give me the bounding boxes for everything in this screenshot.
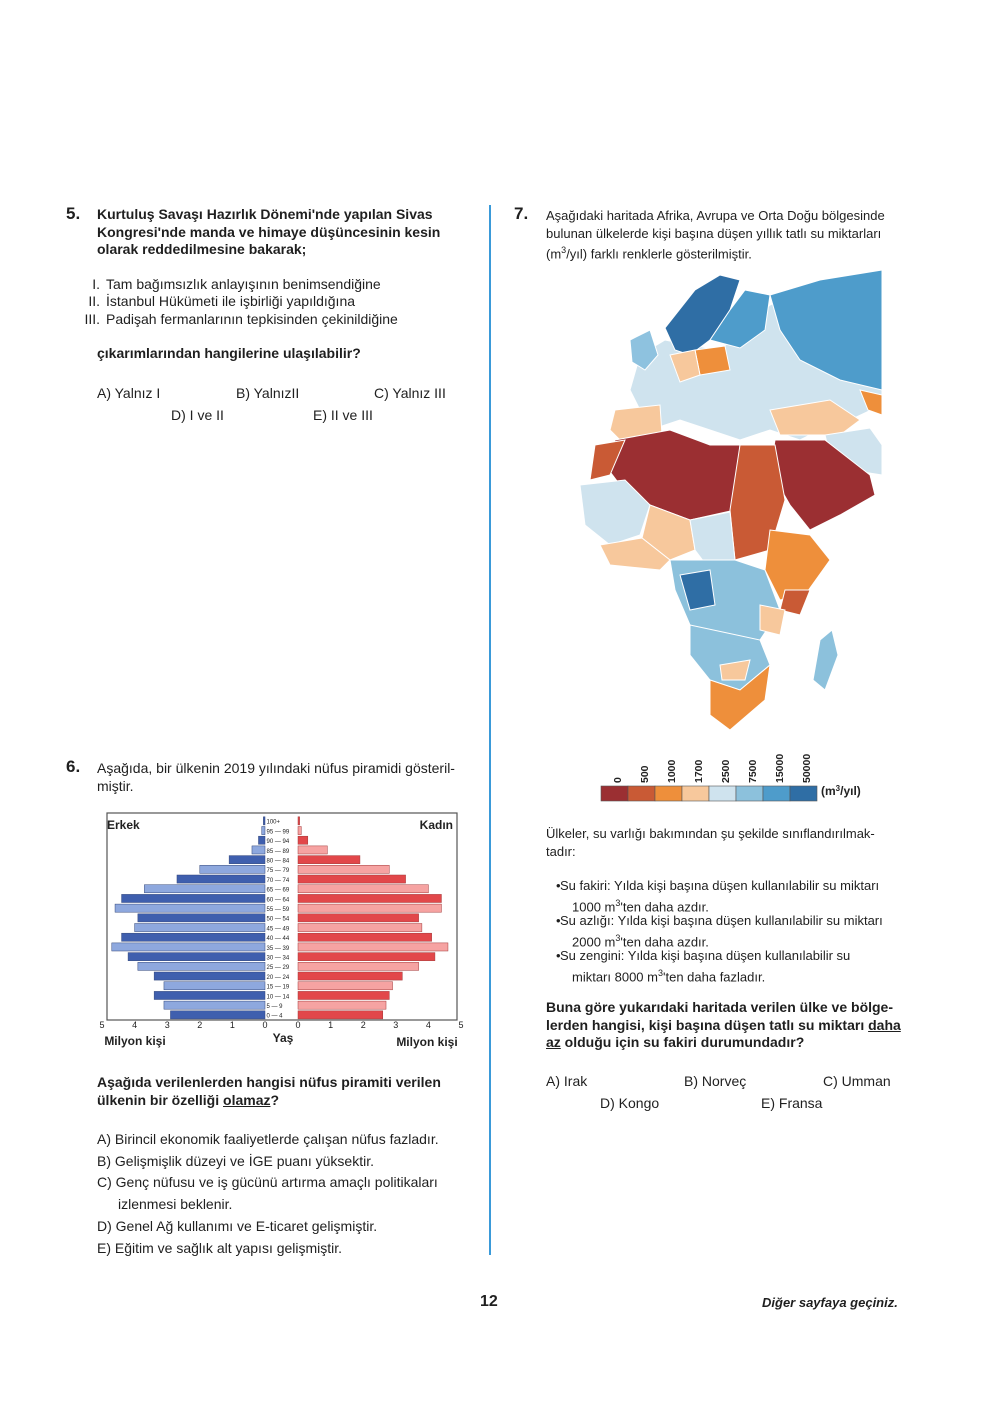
male-bar bbox=[170, 1011, 265, 1019]
female-bar bbox=[298, 933, 432, 941]
q6-stem bbox=[97, 760, 467, 795]
q5-option-c[interactable]: C) Yalnız III bbox=[374, 385, 446, 401]
axis-tick-label: 1 bbox=[229, 1020, 235, 1030]
q6-option-c[interactable]: C) Genç nüfusu ve iş gücünü artırma amaçlı politikaları bbox=[97, 1174, 438, 1190]
female-bar bbox=[298, 943, 448, 951]
axis-tick-label: 3 bbox=[164, 1020, 170, 1030]
legend-swatch bbox=[682, 786, 709, 801]
q7-number: 7. bbox=[514, 204, 529, 223]
male-bar bbox=[262, 827, 265, 835]
age-group-label: 75 — 79 bbox=[266, 868, 290, 875]
age-group-label: 5 — 9 bbox=[266, 1004, 283, 1010]
age-group-label: 65 — 69 bbox=[266, 887, 290, 894]
q6-stem-line: Aşağıda, bir ülkenin 2019 yılındaki nüfus piramidi gösteril- bbox=[97, 760, 455, 776]
q6-stem-line: miştir. bbox=[97, 777, 134, 794]
axis-tick-label: 5 bbox=[99, 1020, 105, 1030]
q7-option-e[interactable]: E) Fransa bbox=[761, 1095, 823, 1111]
region-poland bbox=[695, 346, 730, 375]
axis-tick-label: 1 bbox=[328, 1020, 334, 1030]
female-bar bbox=[298, 875, 406, 883]
female-bar bbox=[298, 972, 402, 980]
axis-tick-label: 2 bbox=[197, 1020, 203, 1030]
male-bar bbox=[263, 817, 265, 825]
water-legend bbox=[595, 742, 885, 810]
female-bar bbox=[298, 846, 327, 854]
legend-swatch bbox=[709, 786, 736, 801]
male-bar bbox=[200, 865, 265, 873]
age-group-label: 95 — 99 bbox=[266, 829, 290, 836]
male-bar bbox=[112, 943, 265, 951]
q6-question: Aşağıda verilenlerden hangisi nüfus piramiti verilen ülkenin bir özelliği olamaz? bbox=[97, 1074, 441, 1108]
legend-swatch bbox=[763, 786, 790, 801]
q7-underlined-word: az bbox=[546, 1034, 561, 1050]
male-bar bbox=[154, 972, 265, 980]
age-group-label: 15 — 19 bbox=[266, 984, 290, 991]
female-bar bbox=[298, 991, 389, 999]
q6-option-e[interactable]: E) Eğitim ve sağlık alt yapısı gelişmiştir. bbox=[97, 1240, 343, 1256]
q5-option-a[interactable]: A) Yalnız I bbox=[97, 385, 161, 401]
legend-label: 0 bbox=[612, 777, 624, 783]
age-group-label: 55 — 59 bbox=[266, 907, 290, 913]
male-bar bbox=[138, 914, 265, 922]
female-bar bbox=[298, 827, 301, 835]
legend-swatch bbox=[736, 786, 763, 801]
q6-option-d[interactable]: D) Genel Ağ kullanımı ve E-ticaret gelişmiştir. bbox=[97, 1218, 378, 1234]
column-divider bbox=[489, 205, 491, 1255]
q6-number: 6. bbox=[66, 757, 81, 776]
legend-label: 500 bbox=[639, 765, 651, 783]
q7-option-a[interactable]: A) Irak bbox=[546, 1073, 588, 1089]
legend-swatch bbox=[790, 786, 817, 801]
female-bar bbox=[298, 914, 419, 922]
unit-left-label: Milyon kişi bbox=[104, 1034, 166, 1048]
age-group-label: 30 — 34 bbox=[266, 955, 290, 962]
q5-stem-line: olarak reddedilmesine bakarak; bbox=[97, 241, 307, 257]
male-bar bbox=[115, 904, 265, 912]
female-bar bbox=[298, 817, 300, 825]
age-group-label: 80 — 84 bbox=[266, 858, 290, 865]
male-bar bbox=[252, 846, 265, 854]
male-bar bbox=[154, 991, 265, 999]
q7-option-b[interactable]: B) Norveç bbox=[684, 1073, 747, 1089]
female-bar bbox=[298, 924, 422, 932]
female-bar bbox=[298, 1011, 383, 1019]
female-bar bbox=[298, 865, 389, 873]
age-group-label: 40 — 44 bbox=[266, 936, 290, 943]
q6-option-c-cont[interactable]: izlenmesi beklenir. bbox=[118, 1196, 233, 1212]
male-bar bbox=[128, 953, 265, 961]
q5-option-b[interactable]: B) YalnızII bbox=[236, 385, 300, 401]
legend-label: 1000 bbox=[666, 759, 678, 783]
region-kenya bbox=[760, 605, 785, 635]
q6-option-a[interactable]: A) Birincil ekonomik faaliyetlerde çalışan nüfus fazladır. bbox=[97, 1131, 439, 1147]
axis-tick-label: 0 bbox=[262, 1020, 268, 1030]
q7-option-d[interactable]: D) Kongo bbox=[600, 1095, 660, 1111]
female-bar bbox=[298, 1001, 386, 1009]
axis-tick-label: 5 bbox=[458, 1020, 464, 1030]
q7-bullet-poor: • Su fakiri: Yılda kişi başına düşen kullanılabilir su miktarı 1000 $m^3'ten$ daha azdır. bbox=[560, 877, 915, 915]
q7-bullet-rich: • Su zengini: Yılda kişi başına düşen kullanılabilir su miktarı 8000 $m^3'ten$ daha fazladır. bbox=[560, 947, 915, 985]
age-group-label: 10 — 14 bbox=[266, 994, 290, 1001]
region-madagascar bbox=[813, 630, 838, 690]
q7-class-intro: Ülkeler, su varlığı bakımından şu şekilde sınıflandırılmak- tadır: bbox=[546, 826, 875, 859]
q5-stem-line: Kurtuluş Savaşı Hazırlık Dönemi'nde yapılan Sivas bbox=[97, 206, 433, 222]
q6-underlined-word: olamaz bbox=[223, 1091, 271, 1108]
unit-right-label: Milyon kişi bbox=[396, 1035, 458, 1049]
age-group-label: 35 — 39 bbox=[266, 945, 290, 952]
legend-swatch bbox=[601, 786, 628, 801]
page-number: 12 bbox=[480, 1293, 498, 1310]
male-bar bbox=[122, 894, 265, 902]
water-map bbox=[570, 270, 890, 740]
q5-statement-1: I. Tam bağımsızlık anlayışının benimsendiğine bbox=[92, 276, 381, 292]
age-group-label: 90 — 94 bbox=[266, 839, 290, 846]
female-bar bbox=[298, 894, 441, 902]
q5-stem bbox=[97, 206, 465, 259]
female-label: Kadın bbox=[419, 818, 453, 832]
q7-option-c[interactable]: C) Umman bbox=[823, 1073, 891, 1089]
q7-bullet-scarce: • Su azlığı: Yılda kişi başına düşen kullanılabilir su miktarı 2000 $m^3'ten$ daha azdır. bbox=[560, 912, 915, 950]
legend-label: 1700 bbox=[693, 759, 705, 783]
age-axis-label: Yaş bbox=[272, 1031, 294, 1045]
female-bar bbox=[298, 953, 435, 961]
male-label: Erkek bbox=[107, 818, 140, 832]
age-group-label: 45 — 49 bbox=[266, 926, 290, 933]
q5-number: 5. bbox=[66, 204, 81, 223]
male-bar bbox=[164, 982, 265, 990]
q5-statement-3: III. Padişah fermanlarının tepkisinden çekinildiğine bbox=[84, 311, 398, 327]
age-group-label: 85 — 89 bbox=[266, 848, 290, 855]
q7-stem: Aşağıdaki haritada Afrika, Avrupa ve Orta Doğu bölgesinde bulunan ülkelerde kişi başına düşen yıllık tatlı su miktarları $(m^3/yıl)$ farklı renklerle gösterilmiştir. bbox=[546, 208, 885, 262]
male-bar bbox=[177, 875, 265, 883]
q5-statement-2: II. İstanbul Hükümeti ile işbirliği yapıldığına bbox=[88, 293, 356, 309]
legend-label: 50000 bbox=[801, 753, 813, 783]
q7-underlined-word: daha bbox=[868, 1016, 901, 1033]
population-pyramid bbox=[95, 808, 470, 1053]
axis-tick-label: 2 bbox=[360, 1020, 366, 1030]
axis-tick-label: 4 bbox=[132, 1020, 138, 1030]
male-bar bbox=[258, 836, 265, 844]
q5-question: çıkarımlarından hangilerine ulaşılabilir? bbox=[97, 345, 361, 361]
age-group-label: 25 — 29 bbox=[266, 965, 290, 972]
female-bar bbox=[298, 856, 360, 864]
q5-option-e[interactable]: E) II ve III bbox=[313, 407, 373, 423]
axis-tick-label: 0 bbox=[295, 1020, 301, 1030]
legend-swatch bbox=[655, 786, 682, 801]
legend-label: 7500 bbox=[747, 759, 759, 783]
q6-option-b[interactable]: B) Gelişmişlik düzeyi ve İGE puanı yüksektir. bbox=[97, 1153, 374, 1169]
age-group-label: 70 — 74 bbox=[266, 877, 290, 884]
age-group-label: 20 — 24 bbox=[266, 974, 290, 981]
legend-unit: $(m^3/yıl)$ bbox=[821, 784, 861, 798]
age-group-label: 0 — 4 bbox=[266, 1013, 283, 1020]
female-bar bbox=[298, 962, 419, 970]
female-bar bbox=[298, 836, 308, 844]
age-group-label: 50 — 54 bbox=[266, 916, 290, 923]
next-page-note: Diğer sayfaya geçiniz. bbox=[762, 1295, 898, 1310]
legend-label: 2500 bbox=[720, 759, 732, 783]
male-bar bbox=[122, 933, 265, 941]
legend-label: 15000 bbox=[774, 753, 786, 783]
q7-question: Buna göre yukarıdaki haritada verilen ülke ve bölge- lerden hangisi, kişi başına düşen tatlı su miktarı daha az olduğu için su fakiri durumundadır? bbox=[546, 999, 901, 1050]
female-bar bbox=[298, 904, 441, 912]
q5-option-d[interactable]: D) I ve II bbox=[171, 407, 224, 423]
male-bar bbox=[138, 962, 265, 970]
age-group-label: 60 — 64 bbox=[266, 897, 290, 904]
male-bar bbox=[135, 924, 265, 932]
male-bar bbox=[144, 885, 265, 893]
male-bar bbox=[164, 1001, 265, 1009]
axis-tick-label: 3 bbox=[393, 1020, 399, 1030]
age-group-label: 100+ bbox=[266, 819, 281, 826]
male-bar bbox=[229, 856, 265, 864]
q5-stem-line: Kongresi'nde manda ve himaye düşüncesinin kesin bbox=[97, 223, 441, 240]
axis-tick-label: 4 bbox=[425, 1020, 431, 1030]
female-bar bbox=[298, 885, 428, 893]
legend-swatch bbox=[628, 786, 655, 801]
female-bar bbox=[298, 982, 393, 990]
